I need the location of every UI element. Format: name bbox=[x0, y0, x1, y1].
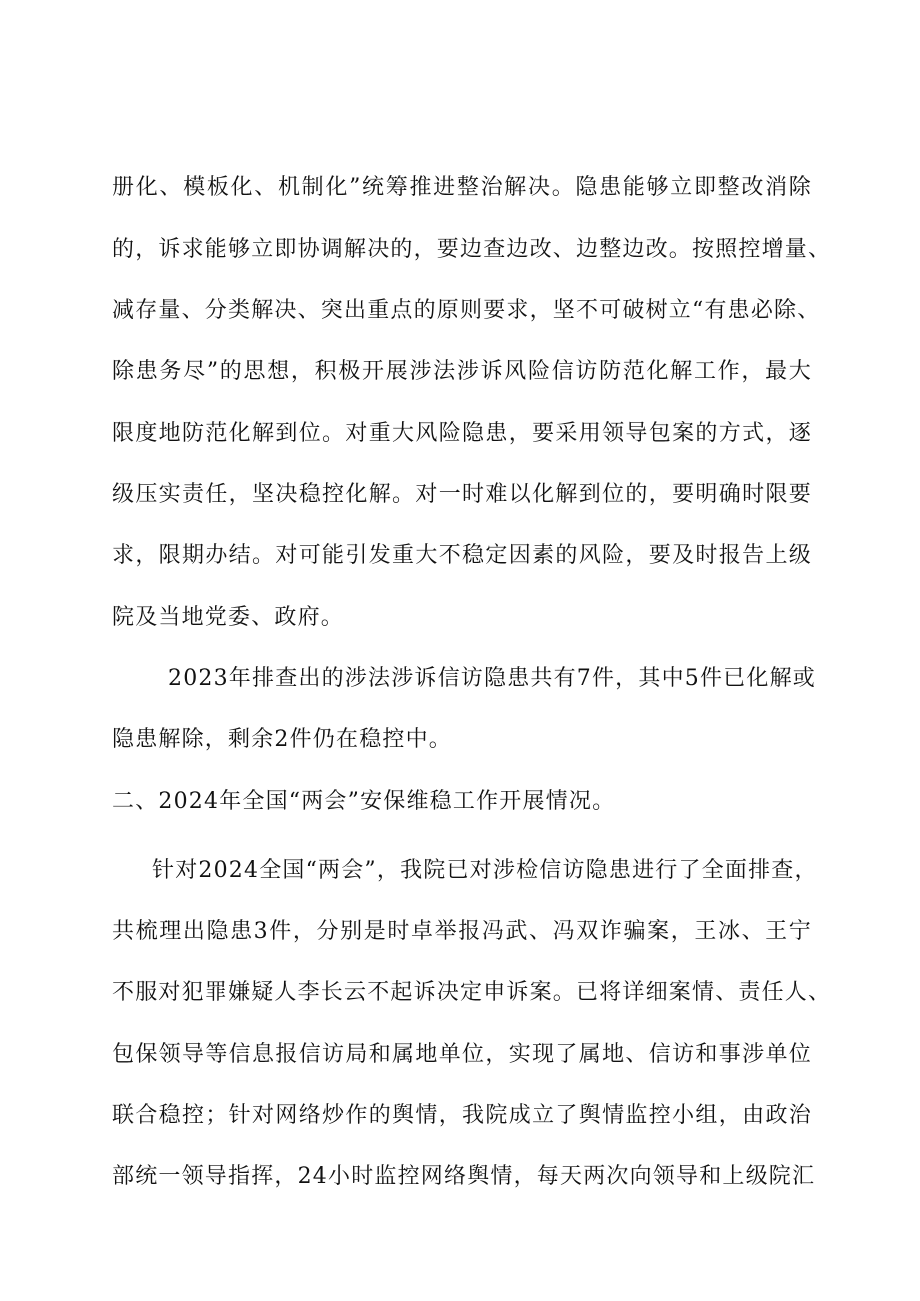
section-heading-2: 二、2024年全国“两会”安保维稳工作开展情况。 bbox=[112, 789, 616, 814]
paragraph-3-line-5: 联合稳控；针对网络炒作的舆情，我院成立了舆情监控小组，由政治 bbox=[112, 1103, 812, 1128]
paragraph-1-line-2: 的，诉求能够立即协调解决的，要边查边改、边整边改。按照控增量、 bbox=[112, 237, 832, 262]
paragraph-2-line-2: 隐患解除，剩余2件仍在稳控中。 bbox=[112, 727, 452, 752]
paragraph-3-line-6: 部统一领导指挥，24小时监控网络舆情，每天两次向领导和上级院汇 bbox=[112, 1164, 816, 1189]
paragraph-3-line-1: 针对2024全国“两会”，我院已对涉检信访隐患进行了全面排查， bbox=[152, 858, 818, 883]
paragraph-3-line-3: 不服对犯罪嫌疑人李长云不起诉决定申诉案。已将详细案情、责任人、 bbox=[112, 980, 832, 1005]
paragraph-3-line-2: 共梳理出隐患3件，分别是时卓举报冯武、冯双诈骗案，王冰、王宁 bbox=[112, 919, 812, 944]
paragraph-3-line-4: 包保领导等信息报信访局和属地单位，实现了属地、信访和事涉单位 bbox=[112, 1042, 812, 1067]
paragraph-1-line-3: 减存量、分类解决、突出重点的原则要求，坚不可破树立“有患必除、 bbox=[112, 298, 821, 323]
paragraph-2-line-1: 2023年排查出的涉法涉诉信访隐患共有7件，其中5件已化解或 bbox=[168, 666, 816, 691]
paragraph-1-line-4: 除患务尽”的思想，积极开展涉法涉诉风险信访防范化解工作，最大 bbox=[112, 359, 812, 384]
paragraph-1-line-7: 求，限期办结。对可能引发重大不稳定因素的风险，要及时报告上级 bbox=[112, 543, 812, 568]
paragraph-1-line-6: 级压实责任，坚决稳控化解。对一时难以化解到位的，要明确时限要 bbox=[112, 482, 812, 507]
paragraph-1-line-5: 限度地防范化解到位。对重大风险隐患，要采用领导包案的方式，逐 bbox=[112, 421, 812, 446]
paragraph-1-line-8: 院及当地党委、政府。 bbox=[112, 605, 345, 630]
paragraph-1-line-1: 册化、模板化、机制化”统筹推进整治解决。隐患能够立即整改消除 bbox=[112, 175, 812, 200]
